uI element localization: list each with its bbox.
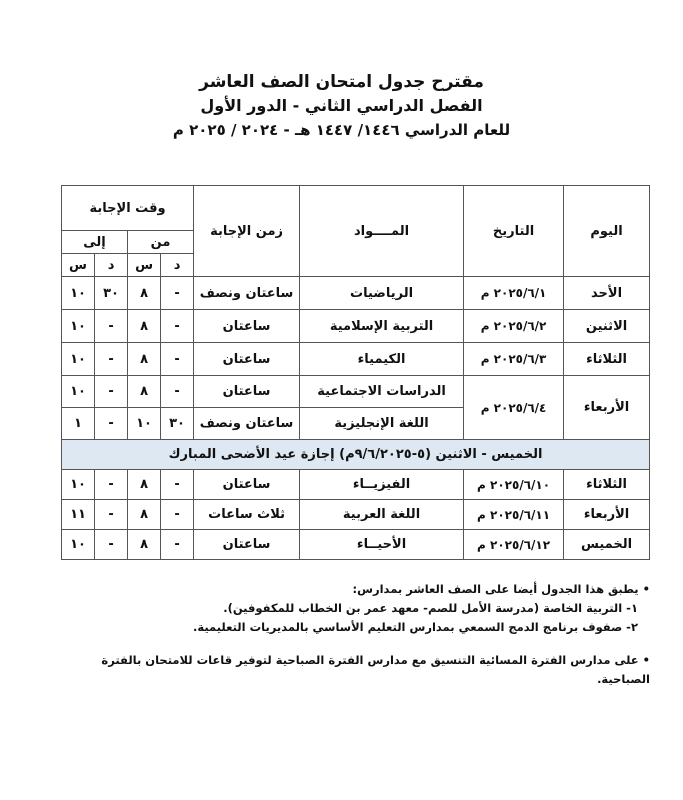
- duration-cell: ساعتان: [194, 376, 300, 408]
- from-d-cell: -: [161, 470, 194, 500]
- day-cell: الثلاثاء: [564, 470, 650, 500]
- table-row: [62, 343, 650, 376]
- subject-cell: الدراسات الاجتماعية: [300, 376, 464, 408]
- table-row: [62, 530, 650, 560]
- to-s-cell: ١٠: [62, 376, 95, 408]
- from-s-cell: ١٠: [128, 408, 161, 440]
- holiday-text: الخميس - الاثنين (٥-٩/٦/٢٠٢٥م) إجازة عيد الأضحى المبارك: [62, 440, 650, 470]
- from-s-cell: ٨: [128, 343, 161, 376]
- document-header: [0, 70, 683, 142]
- subject-cell: الرياضيات: [300, 277, 464, 310]
- note-subitem: ١- التربية الخاصة (مدرسة الأمل للصم- معهد عمر بن الخطاب للمكفوفين).: [223, 601, 638, 615]
- subject-cell: اللغة الإنجليزية: [300, 408, 464, 440]
- from-s-cell: ٨: [128, 500, 161, 530]
- header-date: التاريخ: [464, 186, 564, 277]
- header-row: [62, 186, 650, 231]
- academic-year: للعام الدراسي ١٤٤٦/ ١٤٤٧ هـ - ٢٠٢٤ / ٢٠٢٥ م: [172, 121, 511, 139]
- from-s-cell: ٨: [128, 470, 161, 500]
- table-row: [62, 277, 650, 310]
- day-cell: الاثنين: [564, 310, 650, 343]
- duration-cell: ساعتان ونصف: [194, 408, 300, 440]
- date-cell: ٢٠٢٥/٦/٤ م: [464, 376, 564, 440]
- to-d-cell: -: [95, 343, 128, 376]
- note-text: على مدارس الفترة المسائية التنسيق مع مدارس الفترة الصباحية لتوفير قاعات للامتحان بالفترة الصباحية.: [101, 653, 650, 686]
- from-d-cell: ٣٠: [161, 408, 194, 440]
- to-s-cell: ١٠: [62, 470, 95, 500]
- from-d-cell: -: [161, 376, 194, 408]
- header-to: إلى: [62, 231, 128, 254]
- to-d-cell: -: [95, 470, 128, 500]
- from-d-cell: -: [161, 530, 194, 560]
- duration-cell: ثلاث ساعات: [194, 500, 300, 530]
- table-row: [62, 376, 650, 408]
- subject-cell: التربية الإسلامية: [300, 310, 464, 343]
- holiday-row: [62, 440, 650, 470]
- to-s-cell: ١٠: [62, 277, 95, 310]
- from-s-cell: ٨: [128, 310, 161, 343]
- to-d-cell: -: [95, 530, 128, 560]
- bullet-icon: •: [642, 582, 650, 596]
- header-answer-time: وقت الإجابة: [62, 186, 194, 231]
- date-cell: ٢٠٢٥/٦/١ م: [464, 277, 564, 310]
- date-cell: ٢٠٢٥/٦/٢ م: [464, 310, 564, 343]
- header-day: اليوم: [564, 186, 650, 277]
- document-title: مقترح جدول امتحان الصف العاشر: [199, 72, 484, 92]
- subject-cell: اللغة العربية: [300, 500, 464, 530]
- header-from: من: [128, 231, 194, 254]
- from-s-cell: ٨: [128, 376, 161, 408]
- from-s-cell: ٨: [128, 530, 161, 560]
- day-cell: الأربعاء: [564, 376, 650, 440]
- to-s-cell: ١٠: [62, 343, 95, 376]
- duration-cell: ساعتان ونصف: [194, 277, 300, 310]
- note-subitem: ٢- صفوف برنامج الدمج السمعي بمدارس التعليم الأساسي بالمديريات التعليمية.: [192, 620, 638, 634]
- subject-cell: الأحيــاء: [300, 530, 464, 560]
- date-cell: ٢٠٢٥/٦/١٠ م: [464, 470, 564, 500]
- header-to-d: د: [95, 254, 128, 277]
- to-s-cell: ١٠: [62, 530, 95, 560]
- duration-cell: ساعتان: [194, 470, 300, 500]
- to-d-cell: ٣٠: [95, 277, 128, 310]
- from-d-cell: -: [161, 343, 194, 376]
- from-d-cell: -: [161, 277, 194, 310]
- header-duration: زمن الإجابة: [194, 186, 300, 277]
- duration-cell: ساعتان: [194, 343, 300, 376]
- header-to-s: س: [62, 254, 95, 277]
- to-d-cell: -: [95, 310, 128, 343]
- to-s-cell: ١١: [62, 500, 95, 530]
- document-subtitle: الفصل الدراسي الثاني - الدور الأول: [200, 96, 483, 115]
- to-d-cell: -: [95, 408, 128, 440]
- to-d-cell: -: [95, 500, 128, 530]
- from-d-cell: -: [161, 500, 194, 530]
- date-cell: ٢٠٢٥/٦/٣ م: [464, 343, 564, 376]
- day-cell: الخميس: [564, 530, 650, 560]
- from-d-cell: -: [161, 310, 194, 343]
- subject-cell: الفيزيــاء: [300, 470, 464, 500]
- to-s-cell: ١: [62, 408, 95, 440]
- exam-schedule-table: [61, 185, 650, 560]
- notes-section: [60, 580, 650, 689]
- note-item: [60, 580, 650, 599]
- note-item: [60, 651, 650, 689]
- from-s-cell: ٨: [128, 277, 161, 310]
- day-cell: الثلاثاء: [564, 343, 650, 376]
- header-subject: المــــواد: [300, 186, 464, 277]
- subject-cell: الكيمياء: [300, 343, 464, 376]
- header-from-d: د: [161, 254, 194, 277]
- table-row: [62, 310, 650, 343]
- bullet-icon: •: [642, 653, 650, 667]
- day-cell: الأحد: [564, 277, 650, 310]
- header-from-s: س: [128, 254, 161, 277]
- note-text: يطبق هذا الجدول أيضا على الصف العاشر بمدارس:: [352, 582, 639, 596]
- day-cell: الأربعاء: [564, 500, 650, 530]
- table-row: [62, 470, 650, 500]
- table-row: [62, 500, 650, 530]
- date-cell: ٢٠٢٥/٦/١١ م: [464, 500, 564, 530]
- date-cell: ٢٠٢٥/٦/١٢ م: [464, 530, 564, 560]
- to-s-cell: ١٠: [62, 310, 95, 343]
- duration-cell: ساعتان: [194, 530, 300, 560]
- to-d-cell: -: [95, 376, 128, 408]
- duration-cell: ساعتان: [194, 310, 300, 343]
